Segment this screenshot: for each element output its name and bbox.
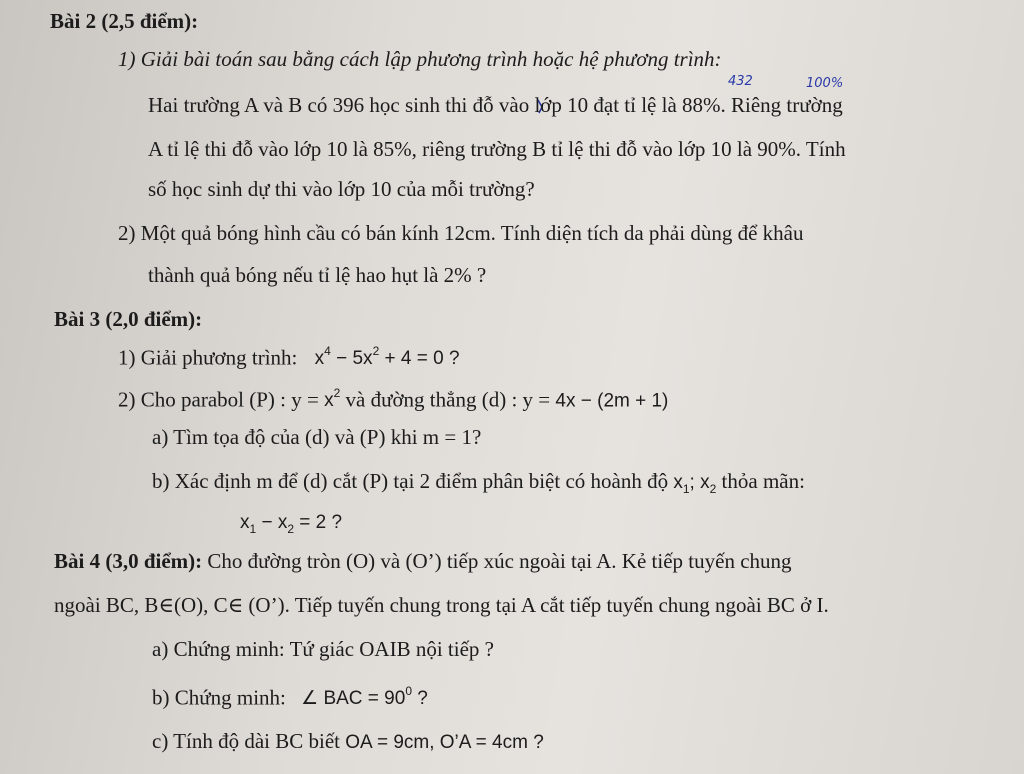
handwritten-note-100: 100% [806, 76, 844, 91]
bai4-qc-prefix: c) Tính độ dài BC biết [152, 729, 341, 753]
eq-exp-2: 2 [372, 344, 380, 358]
bai2-q1-line2: A tỉ lệ thi đỗ vào lớp 10 là 85%, riêng trường B tỉ lệ thi đỗ vào lớp 10 là 90%. Tính [148, 137, 846, 161]
bai2-q1-title: 1) Giải bài toán sau bằng cách lập phương trình hoặc hệ phương trình: [118, 47, 722, 71]
bai4-heading: Bài 4 (3,0 điểm): [54, 549, 203, 573]
bai4-qc [152, 728, 544, 756]
angle-degree: 0 [405, 684, 412, 698]
parabol-x: x [324, 390, 334, 412]
cond-sub2: 2 [287, 521, 295, 536]
bai4-qb-prefix: b) Chứng minh: [152, 685, 286, 710]
cond-end: = 2 ? [294, 512, 343, 533]
bai4-qb [152, 680, 428, 712]
bai3-q1 [118, 340, 460, 372]
eq-exp-4: 4 [324, 344, 331, 358]
root-sub1: 1 [682, 481, 690, 496]
bai3-qb-text: b) Xác định m để (d) cắt (P) tại 2 điểm phân biệt có hoành độ [152, 469, 669, 493]
bai3-q2-prefix: 2) Cho parabol (P) : y = [118, 387, 319, 412]
bai3-q2 [118, 382, 668, 414]
angle-end: ? [412, 688, 428, 710]
bai3-q2-line-eq: 4x − (2m + 1) [555, 390, 669, 412]
root-x2: ; x [689, 472, 710, 493]
bai4-qa: a) Chứng minh: Tứ giác OAIB nội tiếp ? [152, 637, 494, 661]
bai2-q2-line2: thành quả bóng nếu tỉ lệ hao hụt là 2% ? [148, 263, 487, 287]
bai2-q1-line3: số học sinh dự thi vào lớp 10 của mỗi trường? [148, 177, 535, 201]
bai3-qa: a) Tìm tọa độ của (d) và (P) khi m = 1? [152, 425, 482, 449]
bai2-q1-line1: Hai trường A và B có 396 học sinh thi đỗ vào lớp 10 đạt tỉ lệ là 88%. Riêng trường [148, 93, 843, 117]
cond-x1: x [240, 512, 250, 533]
bai3-q2-parabol [324, 386, 341, 412]
bai3-q2-mid: và đường thẳng (d) : y = [345, 387, 551, 412]
root-sub2: 2 [709, 481, 717, 496]
eq-term-5x: − 5x [330, 348, 373, 370]
bai3-qb-end: thỏa mãn: [721, 469, 805, 493]
bai3-qb-condition [240, 510, 342, 542]
bai2-heading: Bài 2 (2,5 điểm): [50, 9, 199, 33]
cond-x2: − x [256, 512, 288, 533]
bai3-q1-prefix: 1) Giải phương trình: [118, 345, 298, 370]
eq-term-rest: + 4 = 0 ? [379, 348, 460, 370]
eq-term-x: x [314, 348, 325, 370]
root-x1: x [673, 472, 683, 493]
cond-sub1: 1 [249, 521, 257, 536]
handwritten-note-432: 432 [728, 74, 753, 89]
bai4-qc-equation: OA = 9cm, O’A = 4cm ? [345, 732, 544, 753]
bai3-heading: Bài 3 (2,0 điểm): [54, 307, 203, 331]
bai4-line1 [54, 548, 792, 574]
bai4-qb-equation [301, 684, 428, 710]
bai3-qb-roots [673, 472, 717, 496]
bai2-q2-line1: 2) Một quả bóng hình cầu có bán kính 12cm. Tính diện tích da phải dùng để khâu [118, 221, 804, 245]
angle-eq: ∠ BAC = 90 [301, 688, 406, 710]
bai4-line1-rest: Cho đường tròn (O) và (O’) tiếp xúc ngoài tại A. Kẻ tiếp tuyến chung [207, 549, 792, 573]
bai3-qb [152, 468, 805, 502]
parabol-exp: 2 [333, 386, 341, 400]
bai4-line2: ngoài BC, B∈(O), C∈ (O’). Tiếp tuyến chung trong tại A cắt tiếp tuyến chung ngoài BC ở I. [54, 593, 829, 617]
bai3-q1-equation [314, 344, 460, 370]
